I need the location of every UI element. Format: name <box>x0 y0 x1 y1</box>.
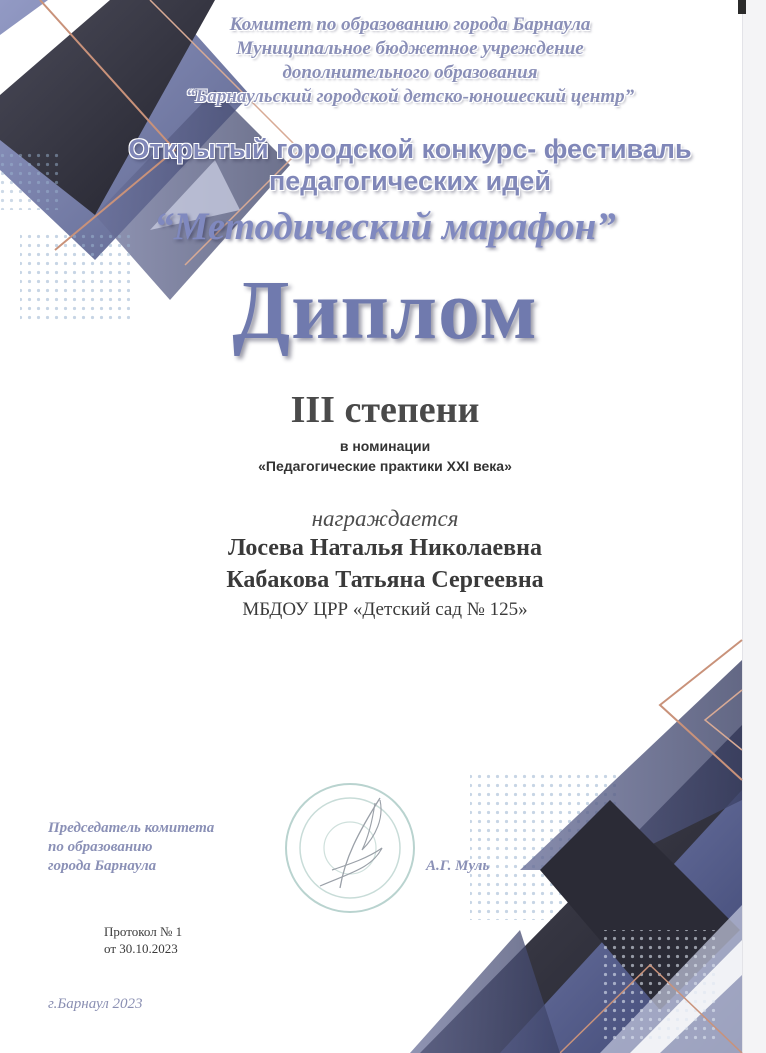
diploma-degree: III степени <box>290 389 480 431</box>
contest-title-line-2: педагогических идей <box>268 166 552 196</box>
contest-name: “Методический марафон” <box>154 205 616 248</box>
awarded-label: награждается <box>311 506 459 531</box>
organizer-line-3: дополнительного образования <box>282 62 538 83</box>
bottom-right-white-dots <box>600 930 720 1040</box>
nomination-name: «Педагогические практики XXI века» <box>258 458 512 474</box>
recipient-name: Кабакова Татьяна Сергеевна <box>226 567 544 593</box>
signatory-position-line: по образованию <box>48 839 153 855</box>
official-stamp <box>280 778 420 918</box>
city-year: г.Барнаул 2023 <box>48 996 143 1012</box>
organizer-line-1: Комитет по образованию города Барнаула <box>229 14 591 35</box>
organizer-line-4: “Барнаульский городской детско-юношеский центр” <box>185 86 635 107</box>
signatory-name: А.Г. Муль <box>426 858 490 874</box>
protocol-date: от 30.10.2023 <box>104 941 178 956</box>
diploma-title: Диплом <box>232 264 538 357</box>
contest-title-line-1: Открытый городской конкурс- фестиваль <box>128 134 692 164</box>
recipient-institution: МБДОУ ЦРР «Детский сад № 125» <box>242 599 528 620</box>
recipient-name: Лосева Наталья Николаевна <box>228 535 542 561</box>
signatory-position-line: Председатель комитета <box>48 820 215 836</box>
protocol-number: Протокол № 1 <box>104 924 183 939</box>
top-left-dot-grid-2 <box>0 150 60 210</box>
nomination-label: в номинации <box>339 438 431 454</box>
signatory-position-line: города Барнаула <box>48 858 157 874</box>
organizer-line-2: Муниципальное бюджетное учреждение <box>236 38 584 59</box>
